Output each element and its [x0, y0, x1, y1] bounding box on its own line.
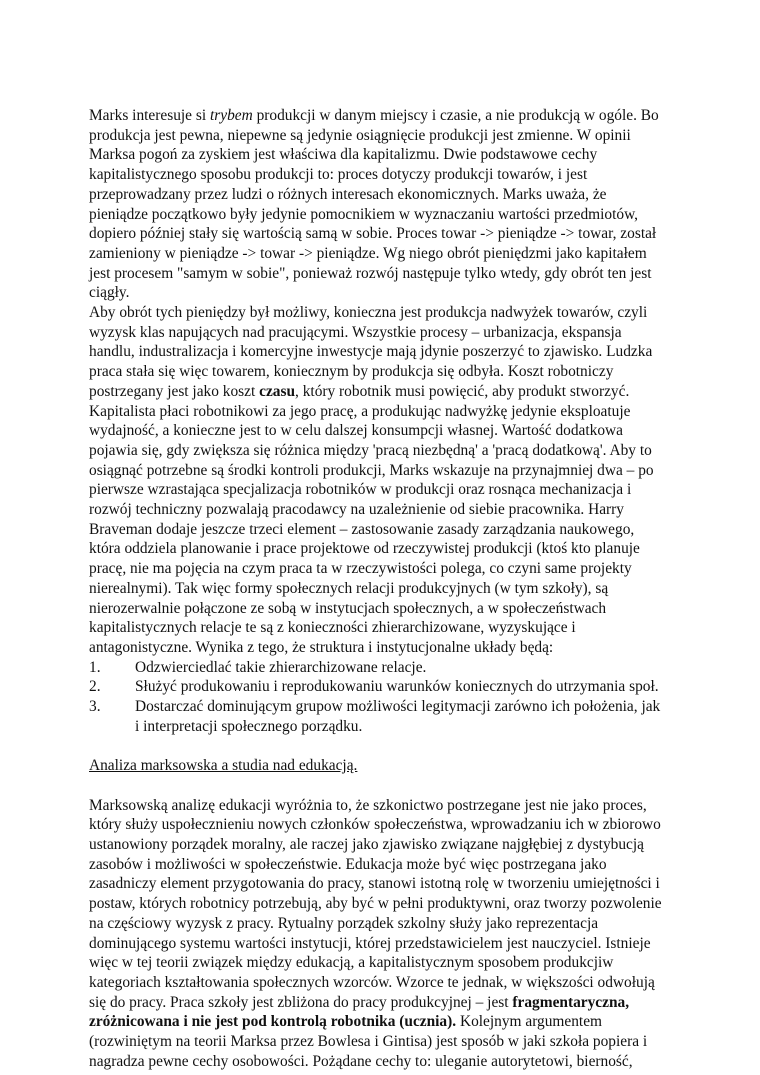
list-item [89, 658, 664, 678]
bold-term: czasu [259, 382, 296, 400]
text-run: Aby obrót tych pieniędzy był możliwy, konieczna jest produkcja nadwyżek towarów, czyli wyzysk klas napujących nad pracującymi. Wszystkie procesy – urbanizacja, ekspansja handlu, industralizacja i komercyjne inwestycje mają jdynie poszerzyć to zjawisko. Ludzka praca stała się więc towarem, koniecznym by produkcja się odbyła. Koszt robotniczy postrzegany jest jako koszt [89, 304, 653, 400]
bold-phrase: fragmentaryczna, zróżnicowana i nie jest pod kontrolą robotnika (ucznia). [89, 993, 630, 1031]
italic-term: trybem [209, 107, 253, 124]
list-item [89, 697, 664, 736]
text-run: Marks interesuje si [89, 107, 210, 124]
text-run: Marksowską analizę edukacji wyróżnia to, że szkonictwo postrzegane jest nie jako proces, który służy uspołecznieniu nowych członków społeczeństwa, wprowadzaniu ich w zbiorowo ustanowiony porządek moralny, ale raczej jako zjawisko związane najgłębiej z dystybucją zasobów i możliwości w społeczeństwie. Edukacja może być więc postrzegana jako zasadniczy element przygotowania do pracy, stanowi istotną rolę w tworzeniu umiejętności i postaw, których robotnicy potrzebują, aby być w pełni produktywni, oraz tworzy pozwolenie na częściowy wyzysk z pracy. Rytualny porządek szkolny służy jako reprezentacja dominującego systemu wartości instytucji, której przedstawicielem jest nauczyciel. Istnieje więc w tej teorii związek między edukacją, a kapitalistycznym sposobem produkcjiw kategoriach kształtowania społecznych wzorców. Wzorce te jednak, w większości odwołują się do pracy. Praca szkoły jest zbliżona do pracy produkcyjnej – jest [89, 796, 662, 1011]
paragraph-mode-of-production [89, 106, 664, 303]
list-text: Służyć produkowaniu i reprodukowaniu warunków koniecznych do utrzymania społ. [135, 678, 659, 696]
section-heading: Analiza marksowska a studia nad edukacją. [89, 757, 358, 775]
list-number: 3. [89, 698, 101, 716]
text-run: produkcji w danym miejscy i czasie, a nie produkcją w ogóle. Bo produkcja jest pewna, niepewne są jedynie osiągnięcie produkcji jest zmienne. W opinii Marksa pogoń za zyskiem jest właściwa dla kapitalizmu. Dwie podstawowe cechy kapitalistycznego sposobu produkcji to: proces dotyczy produkcji towarów, i jest przeprowadzany przez ludzi o różnych interesach ekonomicznych. Marks uważa, że pieniądze początkowo były jedynie pomocnikiem w wyznaczaniu wartości przedmiotów, dopiero później stały się wartością samą w sobie. Proces towar -> pieniądze -> towar, został zamieniony w pieniądze -> towar -> pieniądze. Wg niego obrót pieniędzmi jako kapitałem jest procesem "samym w sobie", ponieważ rozwój następuje tylko wtedy, gdy obrót ten jest ciągły. [89, 107, 659, 302]
list-number: 1. [89, 658, 101, 676]
text-run: , który robotnik musi powięcić, aby produkt stworzyć. Kapitalista płaci robotnikowi za jego pracę, a produkując nadwyżkę jedynie eksploatuje wydajność, a konieczne jest to w celu dalszej konsumpcji własnej. Wartość dodatkowa pojawia się, gdy zwiększa się różnica między 'pracą niezbędną' a 'pracą dodatkową'. Aby to osiągnąć potrzebne są środki kontroli produkcji, Marks wskazuje na przynajmniej dwa – po pierwsze wzrastająca specjalizacja robotników w produkcji oraz rosnąca mechanizacja i rozwój techniczny pozwalają pracodawcy na uzależnienie od siebie pracownika. Harry Braveman dodaje jeszcze trzeci element – zastosowanie zasady zarządzania naukowego, która oddziela planowanie i prace projektowe od rzeczywistej produkcji (ktoś kto planuje pracę, nie ma pojęcia na czym praca ta w rzeczywistości polega, co czyni same projekty nierealnymi). Tak więc formy społecznych relacji produkcyjnych (w tym szkoły), są nierozerwalnie połączone ze sobą w instytucjach społecznych, a w społeczeństwach kapitalistycznych relacje te są z konieczności zhierarchizowane, wyzyskujące i antagonistyczne. Wynika z tego, że struktura i instytucjonalne układy będą: [89, 382, 654, 656]
list-item [89, 677, 664, 697]
numbered-list [89, 658, 664, 737]
paragraph-surplus-value [89, 303, 664, 658]
paragraph-education-analysis [89, 796, 664, 1072]
list-text: Odzwierciedlać takie zhierarchizowane relacje. [135, 658, 427, 676]
list-number: 2. [89, 678, 101, 696]
list-text: Dostarczać dominującym grupow możliwości legitymacji zarówno ich położenia, jak i interpretacji społecznego porządku. [135, 698, 661, 735]
text-run: Kolejnym argumentem (rozwiniętym na teorii Marksa przez Bowlesa i Gintisa) jest sposób w jaki szkoła popiera i nagradza pewne cechy osobowości. Pożądane cechy to: uleganie autorytetowi, bierność, [89, 1013, 648, 1070]
